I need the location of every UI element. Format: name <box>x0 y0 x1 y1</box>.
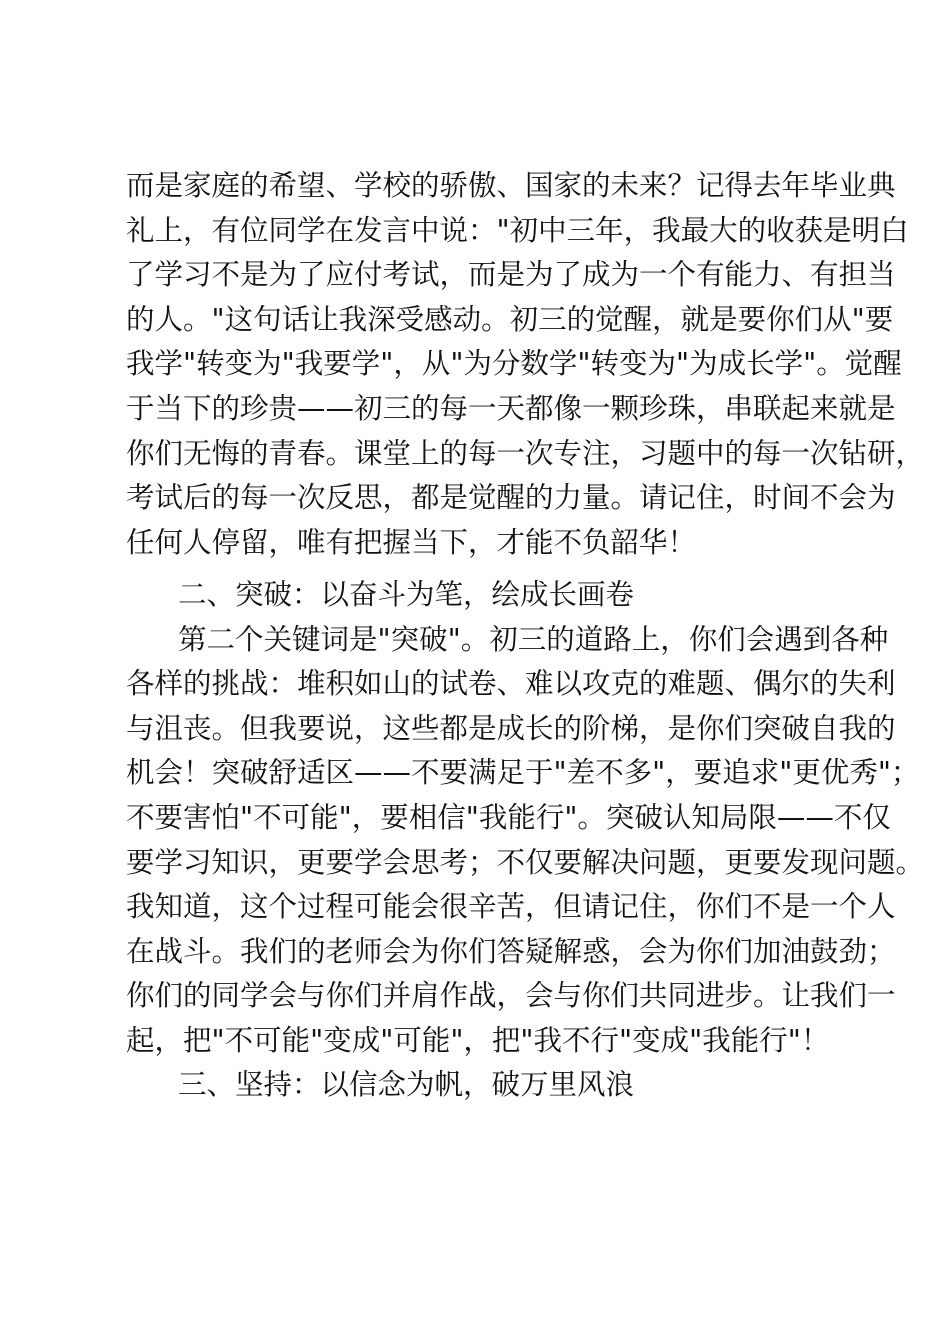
text-line: 任何人停留，唯有把握当下，才能不负韶华！ <box>126 525 697 559</box>
text-line: 不要害怕"不可能"，要相信"我能行"。突破认知局限——不仅 <box>126 800 891 834</box>
text-line: 我知道，这个过程可能会很辛苦，但请记住，你们不是一个人 <box>126 890 896 924</box>
text-line: 而是家庭的希望、学校的骄傲、国家的未来？记得去年毕业典 <box>126 169 896 202</box>
text-line: 的人。"这句话让我深受感动。初三的觉醒，就是要你们从"要 <box>126 302 894 336</box>
section-breakthrough <box>126 573 925 1064</box>
section-heading: 二、突破：以奋斗为笔，绘成长画卷 <box>178 578 635 611</box>
text-line: 在战斗。我们的老师会为你们答疑解惑，会为你们加油鼓劲； <box>126 934 896 968</box>
text-line: 了学习不是为了应付考试，而是为了成为一个有能力、有担当 <box>126 258 896 292</box>
text-line: 起，把"不可能"变成"可能"，把"我不行"变成"我能行"！ <box>126 1023 830 1057</box>
text-line: 于当下的珍贵——初三的每一天都像一颗珍珠，串联起来就是 <box>126 391 896 425</box>
text-line: 第二个关键词是"突破"。初三的道路上，你们会遇到各种 <box>178 622 889 656</box>
text-line: 要学习知识，更要学会思考；不仅要解决问题，更要发现问题。 <box>126 845 925 879</box>
section-perseverance <box>126 1063 838 1108</box>
text-line: 礼上，有位同学在发言中说："初中三年，我最大的收获是明白 <box>126 213 909 247</box>
text-line: 考试后的每一次反思，都是觉醒的力量。请记住，时间不会为 <box>126 481 896 515</box>
text-line: 与沮丧。但我要说，这些都是成长的阶梯，是你们突破自我的 <box>126 711 896 745</box>
text-line: 我学"转变为"我要学"，从"为分数学"转变为"为成长学"。觉醒 <box>126 347 902 381</box>
section-heading: 三、坚持：以信念为帆，破万里风浪 <box>178 1068 635 1101</box>
text-line: 你们无悔的青春。课堂上的每一次专注，习题中的每一次钻研， <box>126 436 925 470</box>
text-line: 各样的挑战：堆积如山的试卷、难以攻克的难题、偶尔的失利 <box>126 667 896 701</box>
paragraph-awakening-continued <box>126 164 925 565</box>
text-line: 你们的同学会与你们并肩作战，会与你们共同进步。让我们一 <box>126 979 896 1013</box>
text-line: 机会！突破舒适区——不要满足于"差不多"，要追求"更优秀"； <box>126 756 920 790</box>
